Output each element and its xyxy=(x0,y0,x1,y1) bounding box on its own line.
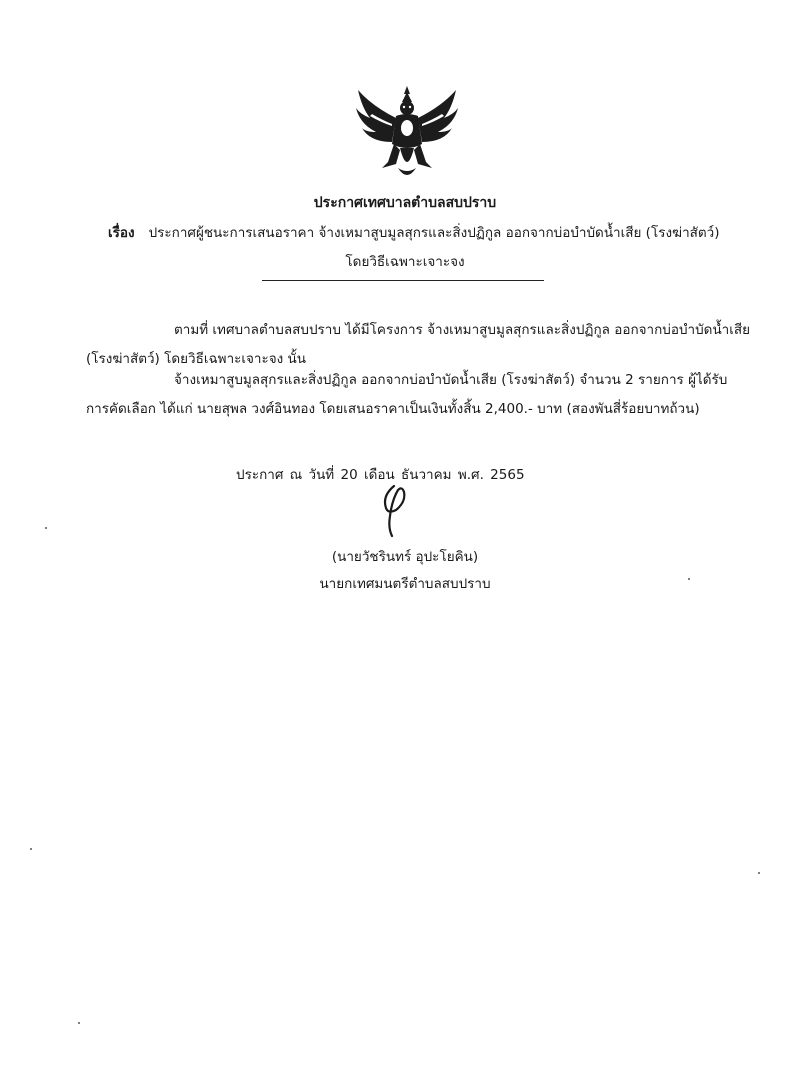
scan-speck xyxy=(45,527,47,529)
scan-speck xyxy=(688,578,690,580)
divider-line xyxy=(262,280,544,281)
paragraph-2-line-2: การคัดเลือก ได้แก่ นายสุพล วงศ์อินทอง โดยเสนอราคาเป็นเงินทั้งสิ้น 2,400.- บาท (สองพันสี่ร้อยบาทถ้วน) xyxy=(86,401,700,417)
subject-label: เรื่อง xyxy=(108,225,135,241)
announcement-date: ประกาศ ณ วันที่ 20 เดือน ธันวาคม พ.ศ. 2565 xyxy=(236,467,525,483)
document-title: ประกาศเทศบาลตำบลสบปราบ xyxy=(313,195,497,211)
paragraph-2-line-1: จ้างเหมาสูบมูลสุกรและสิ่งปฏิกูล ออกจากบ่อบำบัดน้ำเสีย (โรงฆ่าสัตว์) จำนวน 2 รายการ ผู้ได้รับ xyxy=(174,372,728,388)
subject-line-2: โดยวิธีเฉพาะเจาะจง xyxy=(345,254,465,270)
scan-speck xyxy=(78,1022,80,1024)
signer-position: นายกเทศมนตรีตำบลสบปราบ xyxy=(319,576,491,592)
subject-text: ประกาศผู้ชนะการเสนอราคา จ้างเหมาสูบมูลสุกรและสิ่งปฏิกูล ออกจากบ่อบำบัดน้ำเสีย (โรงฆ่าสัตว์) xyxy=(148,225,720,241)
subject-line xyxy=(108,221,720,243)
scan-speck xyxy=(30,848,32,850)
signer-name: (นายวัชรินทร์ อุปะโยคิน) xyxy=(331,549,479,565)
signature-mark xyxy=(372,482,422,540)
garuda-emblem-icon xyxy=(352,84,462,184)
scan-speck xyxy=(758,872,760,874)
paragraph-1-line-2: (โรงฆ่าสัตว์) โดยวิธีเฉพาะเจาะจง นั้น xyxy=(86,351,307,367)
paragraph-1-line-1: ตามที่ เทศบาลตำบลสบปราบ ได้มีโครงการ จ้างเหมาสูบมูลสุกรและสิ่งปฏิกูล ออกจากบ่อบำบัดน้ำเสีย xyxy=(174,322,751,338)
